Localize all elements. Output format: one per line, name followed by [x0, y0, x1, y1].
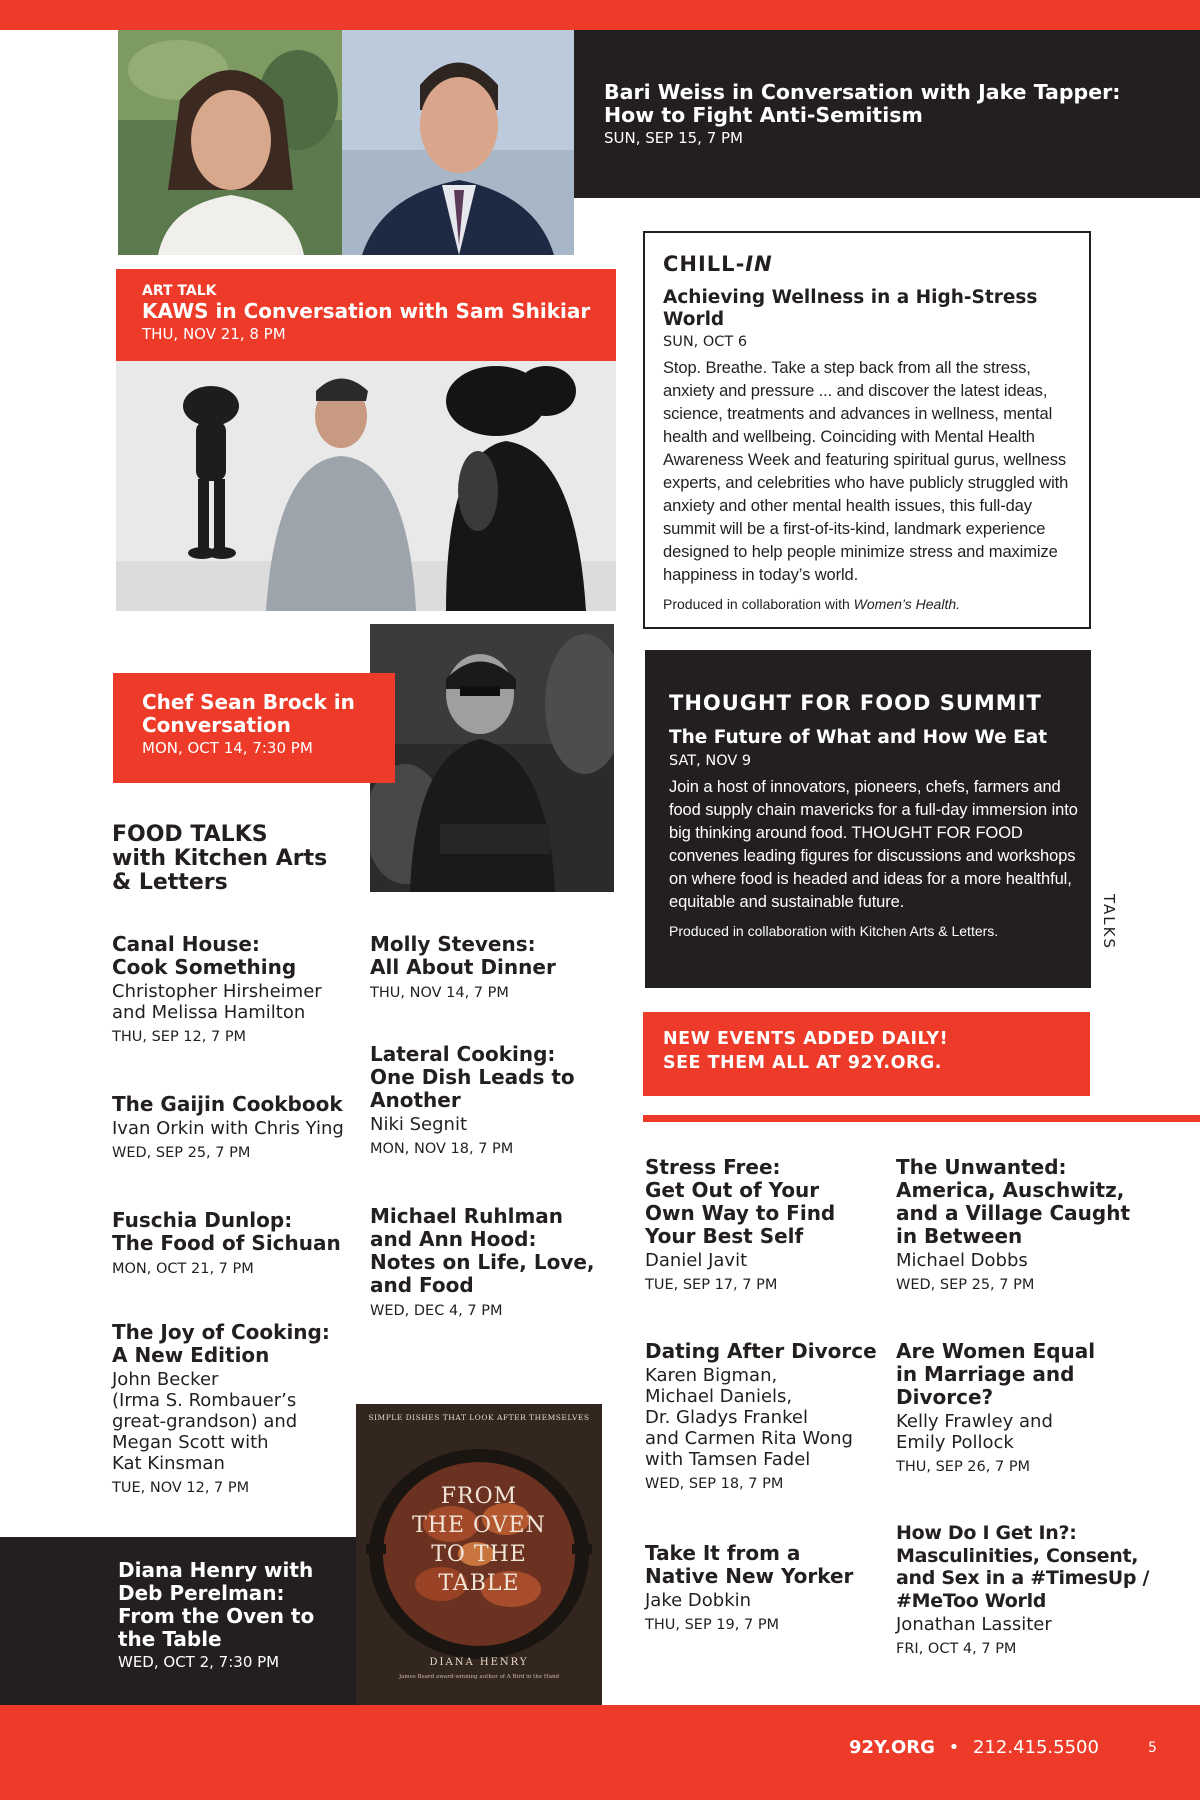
- food-talks-heading: FOOD TALKS with Kitchen Arts & Letters: [112, 822, 328, 895]
- kaws-photo: [116, 361, 616, 611]
- list-item[interactable]: [645, 1340, 895, 1493]
- event-date: THU, SEP 19, 7 PM: [645, 1617, 780, 1633]
- list-item[interactable]: [645, 1542, 895, 1634]
- section-divider: [643, 1115, 1200, 1122]
- kaws-kicker: ART TALK: [142, 283, 217, 299]
- event-date: FRI, OCT 4, 7 PM: [896, 1641, 1017, 1657]
- footer-site-link[interactable]: 92Y.ORG: [849, 1737, 935, 1758]
- event-participants: Daniel Javit: [645, 1250, 748, 1271]
- event-date: WED, SEP 25, 7 PM: [112, 1145, 251, 1161]
- sean-brock-photo: [370, 624, 614, 892]
- list-item[interactable]: [645, 1156, 895, 1294]
- event-date: THU, NOV 14, 7 PM: [370, 985, 509, 1001]
- new-events-line1: NEW EVENTS ADDED DAILY!: [663, 1029, 949, 1049]
- kaws-event-title: KAWS in Conversation with Sam Shikiar: [142, 299, 591, 323]
- event-participants: Michael Dobbs: [896, 1250, 1028, 1271]
- event-participants: Kelly Frawley and Emily Pollock: [896, 1411, 1053, 1453]
- event-title: How Do I Get In?: Masculinities, Consent, and Sex in a #TimesUp / #MeToo World: [896, 1522, 1150, 1612]
- event-date: MON, OCT 21, 7 PM: [112, 1261, 254, 1277]
- event-date: THU, SEP 26, 7 PM: [896, 1459, 1031, 1475]
- list-item[interactable]: [896, 1522, 1186, 1658]
- featured-event-title: Bari Weiss in Conversation with Jake Tapper: How to Fight Anti-Semitism: [604, 80, 1121, 127]
- section-tab-talks: TALKS: [1100, 894, 1118, 950]
- new-events-line2: SEE THEM ALL AT 92Y.ORG.: [663, 1053, 942, 1073]
- event-title: Molly Stevens: All About Dinner: [370, 932, 556, 979]
- list-item[interactable]: [112, 1209, 362, 1278]
- event-title: The Joy of Cooking: A New Edition: [112, 1320, 330, 1367]
- footer-phone[interactable]: 212.415.5500: [972, 1737, 1099, 1758]
- event-list-col1: [112, 933, 362, 1046]
- list-item[interactable]: [112, 1321, 362, 1497]
- book-author: DIANA HENRY: [429, 1657, 529, 1668]
- event-title: The Gaijin Cookbook: [112, 1092, 343, 1116]
- book-title: FROM THE OVEN TO THE TABLE: [412, 1484, 546, 1596]
- list-item[interactable]: [370, 1205, 620, 1320]
- footer-separator: •: [948, 1737, 960, 1758]
- event-title: Michael Ruhlman and Ann Hood: Notes on Life, Love, and Food: [370, 1204, 595, 1297]
- thought-for-food-date: SAT, NOV 9: [669, 753, 752, 769]
- new-events-banner[interactable]: [643, 1012, 1090, 1096]
- book-cover: [356, 1404, 602, 1705]
- chill-in-box: [643, 231, 1091, 629]
- event-participants: Christopher Hirsheimer and Melissa Hamilton: [112, 981, 322, 1023]
- event-participants: Niki Segnit: [370, 1114, 468, 1135]
- diana-henry-event-box[interactable]: [0, 1537, 356, 1705]
- diana-henry-event-title: Diana Henry with Deb Perelman: From the Oven to the Table: [118, 1558, 315, 1651]
- list-item[interactable]: [112, 933, 362, 1046]
- list-item[interactable]: [370, 1043, 620, 1158]
- sean-brock-event-header[interactable]: [113, 673, 395, 783]
- event-title: Dating After Divorce: [645, 1339, 877, 1363]
- diana-henry-event-date: WED, OCT 2, 7:30 PM: [118, 1653, 280, 1671]
- event-date: THU, SEP 12, 7 PM: [112, 1029, 247, 1045]
- sean-brock-event-title: Chef Sean Brock in Conversation: [142, 690, 355, 737]
- event-date: TUE, SEP 17, 7 PM: [645, 1277, 778, 1293]
- list-item[interactable]: [370, 933, 620, 1002]
- kaws-event-date: THU, NOV 21, 8 PM: [142, 325, 286, 343]
- event-participants: Jake Dobkin: [645, 1590, 752, 1611]
- top-bar: [0, 0, 1200, 30]
- list-item[interactable]: [112, 1093, 362, 1162]
- event-participants: John Becker (Irma S. Rombauer’s great-grandson) and Megan Scott with Kat Kinsman: [112, 1369, 298, 1474]
- event-date: WED, SEP 25, 7 PM: [896, 1277, 1035, 1293]
- kaws-event-header[interactable]: [116, 269, 616, 361]
- thought-for-food-heading: THOUGHT FOR FOOD SUMMIT: [669, 691, 1042, 715]
- thought-for-food-subtitle: The Future of What and How We Eat: [669, 727, 1048, 748]
- chill-in-date: SUN, OCT 6: [663, 334, 748, 350]
- chill-in-description: Stop. Breathe. Take a step back from all the stress, anxiety and pressure ... and discover the latest ideas, science, treatments and advances in wellness, mental health and wellbeing. Coinciding with Mental Health Awareness Week and featuring spiritual gurus, wellness experts, and celebrities who have publicly struggled with anxiety and other mental health issues, this full-day summit will be a first-of-its-kind, landmark experience designed to help people minimize stress and maximize happiness in today’s world.: [663, 359, 1069, 584]
- event-date: TUE, NOV 12, 7 PM: [112, 1480, 250, 1496]
- thought-for-food-description: Join a host of innovators, pioneers, chefs, farmers and food supply chain mavericks for a full-day immersion into big thinking around food. THOUGHT FOR FOOD convenes leading figures for discussions and workshops on where food is headed and ideas for a more healthful, equitable and sustainable future.: [669, 778, 1078, 911]
- event-title: Take It from a Native New Yorker: [645, 1541, 854, 1588]
- footer-bar: [0, 1705, 1200, 1800]
- list-item[interactable]: [896, 1156, 1166, 1294]
- event-title: Fuschia Dunlop: The Food of Sichuan: [112, 1208, 341, 1255]
- bari-weiss-photo: [118, 30, 342, 255]
- event-date: WED, DEC 4, 7 PM: [370, 1303, 503, 1319]
- event-participants: Karen Bigman, Michael Daniels, Dr. Gladys Frankel and Carmen Rita Wong with Tamsen Fadel: [645, 1365, 853, 1470]
- featured-event-banner[interactable]: [574, 30, 1200, 198]
- page-number: 5: [1148, 1740, 1157, 1756]
- book-blurb: James Beard award-winning author of A Bird in the Hand: [398, 1674, 560, 1680]
- event-title: Canal House: Cook Something: [112, 932, 297, 979]
- event-participants: Jonathan Lassiter: [896, 1614, 1052, 1635]
- chill-in-subtitle: Achieving Wellness in a High-Stress World: [663, 287, 1038, 330]
- event-date: WED, SEP 18, 7 PM: [645, 1476, 784, 1492]
- event-date: MON, NOV 18, 7 PM: [370, 1141, 514, 1157]
- thought-for-food-credit: Produced in collaboration with Kitchen Arts & Letters.: [669, 923, 999, 939]
- event-title: The Unwanted: America, Auschwitz, and a Village Caught in Between: [896, 1155, 1131, 1248]
- book-tagline: SIMPLE DISHES THAT LOOK AFTER THEMSELVES: [368, 1413, 590, 1422]
- event-title: Are Women Equal in Marriage and Divorce?: [896, 1339, 1096, 1409]
- list-item[interactable]: [896, 1340, 1166, 1476]
- jake-tapper-photo: [342, 30, 574, 255]
- event-title: Stress Free: Get Out of Your Own Way to Find Your Best Self: [645, 1155, 836, 1248]
- chill-in-credit: Produced in collaboration with Women’s Health.: [663, 596, 961, 612]
- sean-brock-event-date: MON, OCT 14, 7:30 PM: [142, 739, 313, 757]
- featured-event-date: SUN, SEP 15, 7 PM: [604, 129, 743, 147]
- event-participants: Ivan Orkin with Chris Ying: [112, 1118, 344, 1139]
- event-title: Lateral Cooking: One Dish Leads to Another: [370, 1042, 575, 1112]
- chill-in-heading: CHILL-IN: [663, 252, 773, 276]
- thought-for-food-box: [645, 650, 1091, 988]
